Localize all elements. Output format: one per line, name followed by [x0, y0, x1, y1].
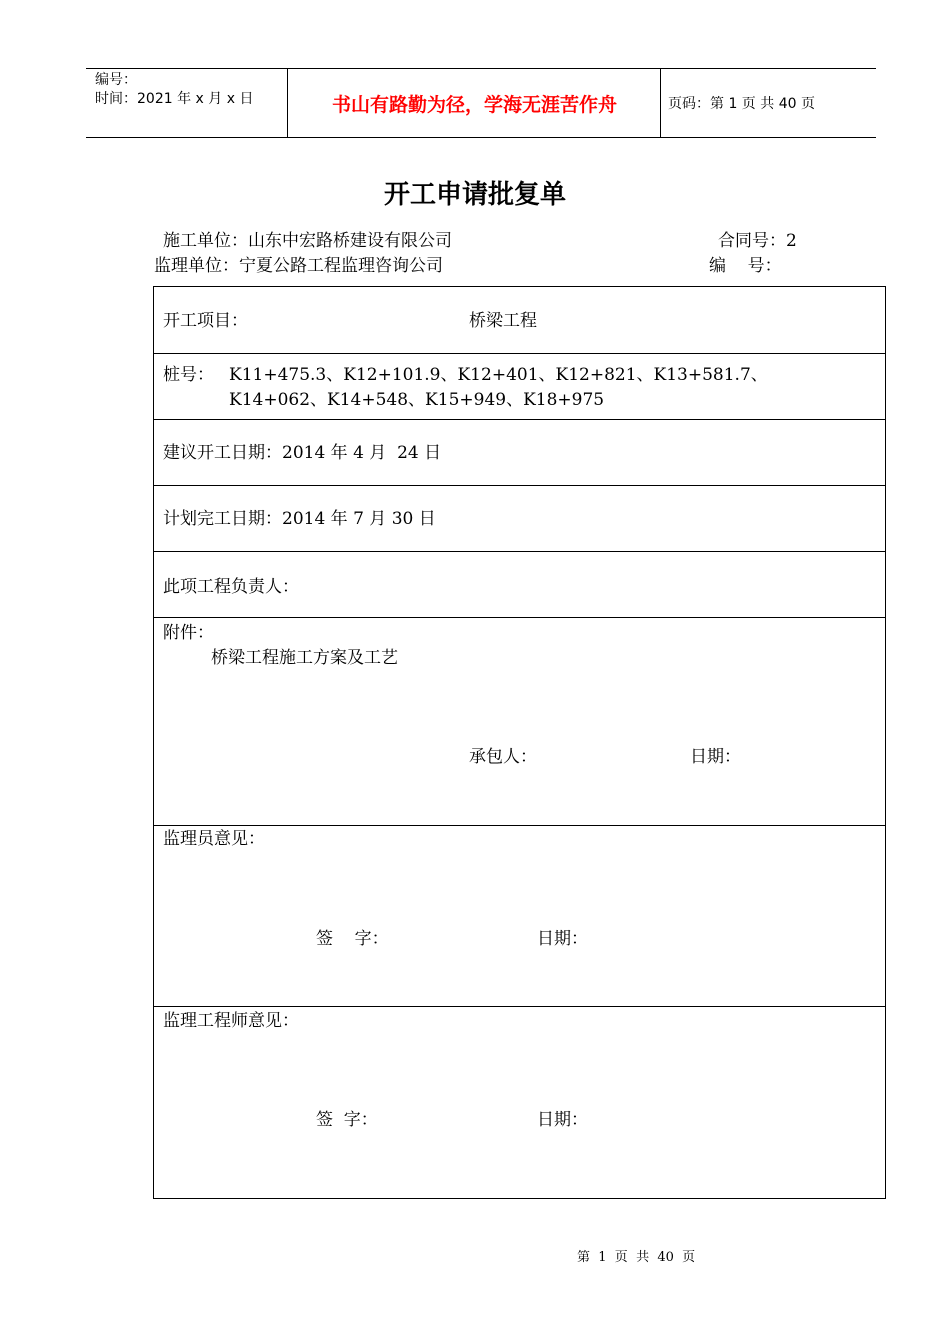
supervisor-date-label: 日期：	[537, 929, 588, 949]
attachment-label: 附件：	[163, 623, 214, 643]
row-engineer	[154, 1006, 885, 1198]
row-project	[154, 287, 885, 354]
header-meta	[95, 71, 290, 109]
supervisor-sign-label: 签 字：	[316, 929, 389, 949]
end-date: 计划完工日期：2014 年 7 月 30 日	[163, 509, 436, 529]
page-header	[86, 68, 876, 138]
header-page-info: 页码：第 1 页 共 40 页	[668, 96, 815, 112]
row-stake	[154, 353, 885, 420]
contractor-label: 承包人：	[469, 747, 537, 767]
supervision-unit: 监理单位：宁夏公路工程监理咨询公司	[154, 256, 443, 276]
start-date: 建议开工日期：2014 年 4 月 24 日	[163, 443, 442, 463]
project-label: 开工项目：	[163, 311, 248, 331]
construction-unit: 施工单位：山东中宏路桥建设有限公司	[163, 231, 452, 251]
row-end-date	[154, 485, 885, 552]
application-form	[153, 286, 886, 1199]
supervisor-opinion-label: 监理员意见：	[163, 829, 265, 849]
attachment-item: 桥梁工程施工方案及工艺	[211, 648, 398, 668]
document-title: 开工申请批复单	[383, 180, 566, 210]
header-time-label: 时间：2021 年 x 月 x 日	[95, 91, 254, 107]
engineer-date-label: 日期：	[537, 1110, 588, 1130]
project-value: 桥梁工程	[469, 311, 537, 331]
contractor-date-label: 日期：	[690, 747, 741, 767]
engineer-sign-label: 签 字：	[316, 1110, 378, 1130]
row-start-date	[154, 419, 885, 486]
row-responsible	[154, 551, 885, 618]
engineer-opinion-label: 监理工程师意见：	[163, 1011, 299, 1031]
header-motto: 书山有路勤为径，学海无涯苦作舟	[331, 93, 617, 116]
stake-line-2: K14+062、K14+548、K15+949、K18+975	[229, 390, 605, 410]
header-divider-right	[660, 69, 661, 137]
stake-line-1: K11+475.3、K12+101.9、K12+401、K12+821、K13+581.7、	[229, 365, 768, 385]
page-footer: 第 1 页 共 40 页	[577, 1250, 696, 1265]
responsible-person: 此项工程负责人：	[163, 577, 299, 597]
header-number-label: 编号：	[95, 72, 137, 88]
serial-number: 编 号：	[709, 256, 782, 276]
contract-number: 合同号：2	[718, 231, 797, 251]
row-supervisor	[154, 825, 885, 1007]
stake-label: 桩号：	[163, 365, 214, 385]
row-attachment	[154, 617, 885, 826]
